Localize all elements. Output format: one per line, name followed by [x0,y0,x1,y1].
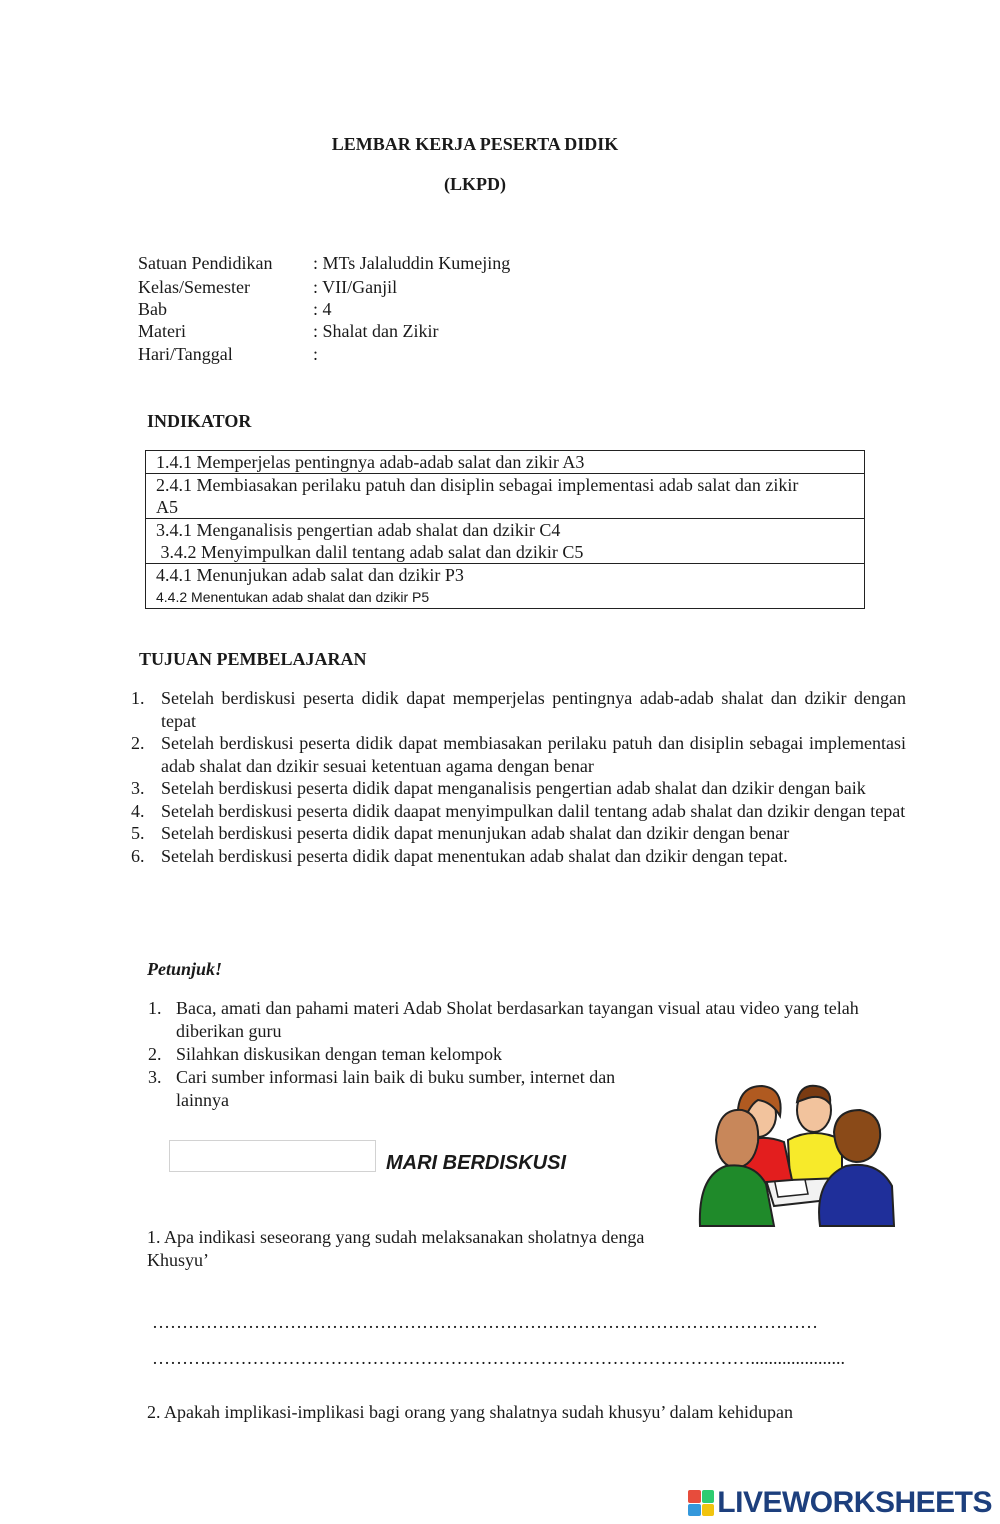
liveworksheets-logo [688,1486,992,1520]
list-item [131,732,906,777]
indikator-text: 3.4.2 Menyimpulkan dalil tentang adab salat dan dzikir C5 [156,542,584,562]
indikator-text: 1.4.1 Memperjelas pentingnya adab-adab salat dan zikir A3 [156,452,585,472]
indikator-text: 2.4.1 Membiasakan perilaku patuh dan disiplin sebagai implementasi adab salat dan zikir [156,475,799,495]
list-text: Setelah berdiskusi peserta didik dapat memperjelas pentingnya adab-adab shalat dan dzikir dengan tepat [161,688,906,731]
list-number: 4. [131,800,145,821]
list-number: 3. [148,1067,162,1087]
indikator-row [146,518,864,563]
info-value-materi: : Shalat dan Zikir [313,321,439,341]
list-text: Setelah berdiskusi peserta didik dapat menentukan adab shalat dan dzikir dengan tepat. [161,845,788,866]
list-item [148,1043,888,1066]
list-item [131,687,906,732]
list-text: Setelah berdiskusi peserta didik dapat menganalisis pengertian adab shalat dan dzikir dengan baik [161,778,866,798]
list-item [148,997,878,1043]
answer-line: ………………………………………………………………………………………………… [152,1312,818,1332]
page-subtitle: (LKPD) [444,174,506,194]
list-text: Cari sumber informasi lain baik di buku sumber, internet dan lainnya [176,1067,616,1110]
indikator-row [146,473,864,518]
logo-icon [688,1490,714,1516]
question-text: Khusyu’ [147,1250,209,1270]
list-number: 3. [131,778,145,798]
list-item [131,800,906,823]
list-text: Baca, amati dan pahami materi Adab Sholat berdasarkan tayangan visual atau video yang telah diberikan guru [176,998,859,1041]
question-text: 2. Apakah implikasi-implikasi bagi orang yang shalatnya sudah khusyu’ dalam kehidupan [147,1402,794,1422]
question-2 [147,1401,793,1424]
info-value-satuan: : MTs Jalaluddin Kumejing [313,253,511,273]
info-label-satuan: Satuan Pendidikan [138,253,273,273]
discussion-label: MARI BERDISKUSI [386,1152,567,1174]
indikator-table [145,450,865,609]
indikator-text: 4.4.2 Menentukan adab shalat dan dzikir P5 [156,589,430,605]
list-number: 2. [131,733,145,753]
indikator-row [146,451,864,473]
list-number: 1. [131,688,145,708]
list-item [148,1066,658,1112]
info-label-kelas: Kelas/Semester [138,277,250,297]
indikator-row [146,563,864,608]
info-label-hari: Hari/Tanggal [138,344,233,364]
list-text: Setelah berdiskusi peserta didik daapat menyimpulkan dalil tentang adab shalat dan dzikir dengan tepat [161,800,906,821]
indikator-text: 4.4.1 Menunjukan adab salat dan dzikir P3 [156,565,464,585]
list-number: 5. [131,823,145,843]
info-value-hari: : [313,344,319,364]
info-label-bab: Bab [138,299,167,319]
list-number: 1. [148,998,162,1018]
info-value-bab: : 4 [313,299,332,319]
list-item [131,777,906,800]
group-discussion-illustration [696,1080,896,1230]
indikator-text: 3.4.1 Menganalisis pengertian adab shalat dan dzikir C4 [156,520,561,540]
list-text: Silahkan diskusikan dengan teman kelompok [176,1044,502,1064]
info-label-materi: Materi [138,321,186,341]
indikator-heading: INDIKATOR [147,411,252,431]
discussion-answer-field[interactable] [169,1140,376,1172]
tujuan-heading: TUJUAN PEMBELAJARAN [139,649,367,669]
page-title: LEMBAR KERJA PESERTA DIDIK [331,134,619,154]
question-1 [147,1226,644,1272]
indikator-text: A5 [156,497,178,517]
info-value-kelas: : VII/Ganjil [313,277,398,297]
tujuan-list [131,687,906,867]
answer-line: ……….………………………………………………………………………………..................... [152,1348,845,1368]
list-number: 6. [131,845,145,866]
logo-text: LIVEWORKSHEETS [717,1486,992,1519]
list-text: Setelah berdiskusi peserta didik dapat membiasakan perilaku patuh dan disiplin sebagai implementasi adab shalat dan dzikir sesuai ketentuan agama dengan benar [161,733,906,776]
list-item [131,845,906,868]
list-text: Setelah berdiskusi peserta didik dapat menunjukan adab shalat dan dzikir dengan benar [161,823,790,843]
question-text: 1. Apa indikasi seseorang yang sudah melaksanakan sholatnya denga [147,1227,645,1247]
list-item [131,822,906,845]
petunjuk-heading: Petunjuk! [147,959,223,979]
list-number: 2. [148,1044,162,1064]
